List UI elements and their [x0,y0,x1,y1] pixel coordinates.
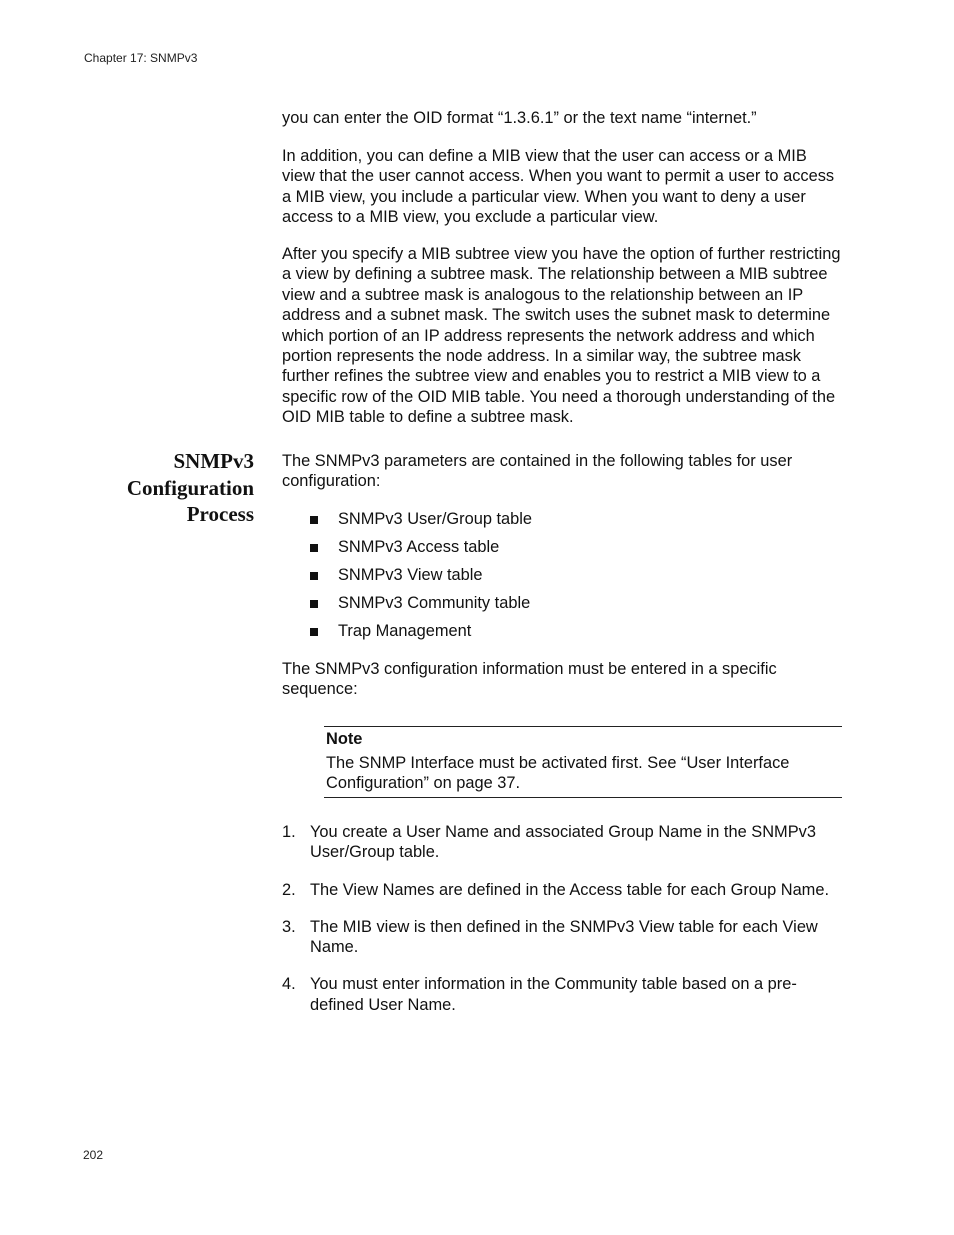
numbered-steps [282,822,842,1032]
square-bullet-icon [310,544,318,552]
bullet-list [310,509,532,649]
step-item [282,974,842,1015]
step-number: 4. [282,975,296,994]
section-heading-line: Configuration [126,475,254,500]
step-number: 1. [282,823,296,841]
step-text: You create a User Name and associated Group Name in the SNMPv3 User/Group table. [310,823,816,862]
list-item [310,537,532,565]
section-heading-line: Process [186,502,254,526]
paragraph-text: After you specify a MIB subtree view you have the option of further restricting a view by defining a subtree mask. The relationship between a MIB subtree view and a subtree mask is analogous to the relationship between an IP address and a subnet mask. The switch uses the subnet mask to determine which portion of an IP address represents the network address and which portion represents the node address. In a similar way, the subtree mask further refines the subtree view and enables you to restrict a MIB view to a specific row of the OID MIB table. You need a thorough understanding of the OID MIB table to define a subtree mask. [282,245,841,427]
paragraph-text: The SNMPv3 configuration information must be entered in a specific sequence: [282,660,777,699]
paragraph-sequence-intro [282,659,842,700]
list-item [310,565,532,593]
step-item [282,880,842,900]
section-heading-line: SNMPv3 [173,449,254,473]
list-item-text: SNMPv3 Access table [338,538,500,556]
square-bullet-icon [310,516,318,524]
note-text: The SNMP Interface must be activated first. See “User Interface Configuration” on page 37. [326,754,790,793]
paragraph-text: you can enter the OID format “1.3.6.1” or the text name “internet.” [282,109,757,127]
list-item [310,621,532,649]
step-text: You must enter information in the Community table based on a pre-defined User Name. [310,975,797,1014]
page-number: 202 [83,1148,104,1162]
step-item [282,917,842,958]
square-bullet-icon [310,600,318,608]
paragraph-section-intro [282,451,842,492]
paragraph-subtree-mask [282,244,842,428]
square-bullet-icon [310,572,318,580]
list-item-text: SNMPv3 Community table [338,594,531,612]
step-number: 2. [282,880,296,899]
list-item-text: Trap Management [338,622,472,640]
note-title: Note [326,730,363,748]
note-box [324,726,842,798]
section-heading [54,448,254,528]
list-item [310,509,532,537]
paragraph-text: In addition, you can define a MIB view that the user can access or a MIB view that the user cannot access. When you want to permit a user to access a MIB view, you include a particular view. When you want to deny a user access to a MIB view, you exclude a particular view. [282,147,835,227]
running-header: Chapter 17: SNMPv3 [84,51,198,65]
paragraph-text: The SNMPv3 parameters are contained in the following tables for user configuration: [282,452,793,491]
list-item-text: SNMPv3 User/Group table [338,510,533,528]
step-item [282,822,842,863]
list-item [310,593,532,621]
paragraph-mib-view-access [282,146,842,228]
step-text: The MIB view is then defined in the SNMPv3 View table for each View Name. [310,917,818,957]
square-bullet-icon [310,628,318,636]
step-number: 3. [282,917,296,936]
step-text: The View Names are defined in the Access table for each Group Name. [310,880,830,899]
list-item-text: SNMPv3 View table [338,566,483,584]
paragraph-oid-format [282,108,842,128]
